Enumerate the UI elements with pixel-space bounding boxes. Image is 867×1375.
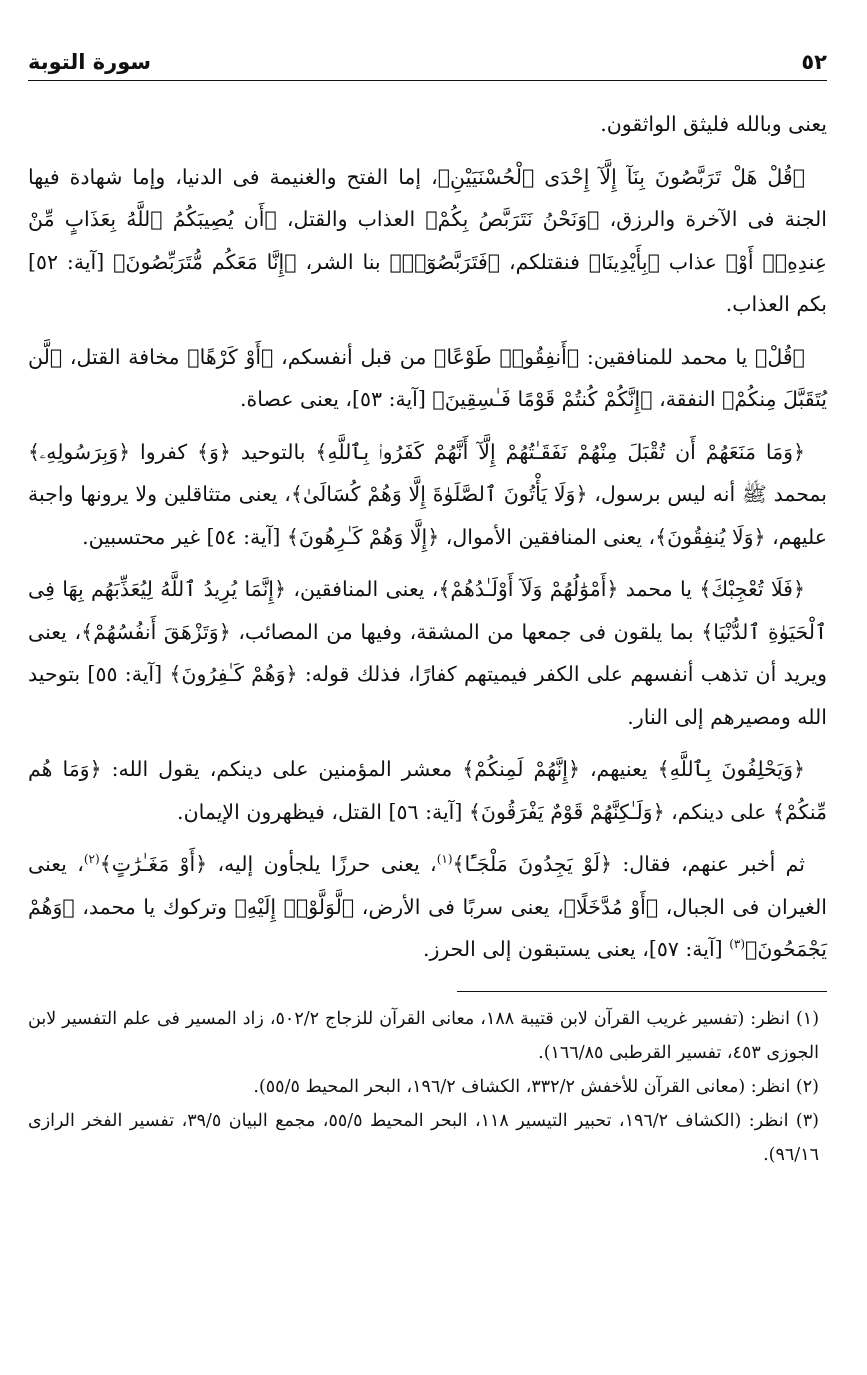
running-header [28,50,827,81]
paragraph: ﴿قُلْ﴾ يا محمد للمنافقين: ﴿أَنفِقُوا۟ طَوْعًا﴾ من قبل أنفسكم، ﴿أَوْ كَرْهًا﴾ مخافة القتل، ﴿لَّن يُتَقَبَّلَ مِنكُمْ﴾ النفقة، ﴿إِنَّكُمْ كُنتُمْ قَوْمًا فَـٰسِقِينَ﴾ [آية: ٥٣]، يعنى عصاة. [28,344,827,411]
footnote: (١) انظر: (تفسير غريب القرآن لابن قتيبة ١٨٨، معانى القرآن للزجاج ٥٠٢/٢، زاد المسير فى علم التفسير لابن الجوزى ٤٥٣، تفسير القرطبى ١٦٦/٨٥). [28,1008,820,1063]
paragraph-text: [آية: ٥٧]، يعنى يستبقون إلى الحرز. [422,937,730,961]
body-text [28,103,827,971]
paragraph: يعنى وبالله فليثق الواثقون. [600,112,827,136]
paragraph-text: ، يعنى حرزًا يلجأون إليه، ﴿أَوْ مَغَـٰرَٰتٍ﴾ [99,852,437,876]
surah-title: سورة التوبة [28,50,152,74]
footnote-divider [457,991,827,992]
footnote-ref: (١) [436,852,453,867]
footnotes [28,1002,827,1172]
footnote-ref: (٣) [729,937,746,952]
footnote: (٣) انظر: (الكشاف ١٩٦/٢، تحبير التيسير ١١٨، البحر المحيط ٥٥/٥، مجمع البيان ٣٩/٥، تفسير الفخر الرازى ٩٦/١٦). [28,1110,819,1165]
footnote: (٢) انظر: (معانى القرآن للأخفش ٣٣٢/٢، الكشاف ١٩٦/٢، البحر المحيط ٥٥/٥). [253,1076,819,1097]
paragraph: ﴿وَمَا مَنَعَهُمْ أَن تُقْبَلَ مِنْهُمْ نَفَقَـٰتُهُمْ إِلَّآ أَنَّهُمْ كَفَرُوا۟ بِٱللَّهِ﴾ بالتوحيد ﴿وَ﴾ كفروا ﴿وَبِرَسُولِهِۦ﴾ بمحمد ﷺ أنه ليس برسول، ﴿وَلَا يَأْتُونَ ٱلصَّلَوٰةَ إِلَّا وَهُمْ كُسَالَىٰ﴾، يعنى متثاقلين ولا يرونها واجبة عليهم، ﴿وَلَا يُنفِقُونَ﴾، يعنى المنافقين الأموال، ﴿إِلَّا وَهُمْ كَـٰرِهُونَ﴾ [آية: ٥٤] غير محتسبين. [28,439,827,549]
page-number: ٥٢ [801,50,827,74]
paragraph: ﴿وَيَحْلِفُونَ بِٱللَّهِ﴾ يعنيهم، ﴿إِنَّهُمْ لَمِنكُمْ﴾ معشر المؤمنين على دينكم، يقول الله: ﴿وَمَا هُم مِّنكُمْ﴾ على دينكم، ﴿وَلَـٰكِنَّهُمْ قَوْمٌ يَفْرَقُونَ﴾ [آية: ٥٦] القتل، فيظهرون الإيمان. [28,757,827,824]
paragraph-text: ثم أخبر عنهم، فقال: ﴿لَوْ يَجِدُونَ مَلْجَـًٔا﴾ [452,852,805,876]
paragraph [28,843,827,971]
footnote-ref: (٢) [83,852,100,867]
paragraph-text: ، يعنى الغيران فى الجبال، ﴿أَوْ مُدَّخَلًا﴾، يعنى سربًا فى الأرض، ﴿لَّوَلَّوْا۟ إِلَيْهِ﴾ وتركوك يا محمد، ﴿وَهُمْ يَجْمَحُونَ﴾ [28,852,827,961]
paragraph: ﴿فَلَا تُعْجِبْكَ﴾ يا محمد ﴿أَمْوَٰلُهُمْ وَلَآ أَوْلَـٰدُهُمْ﴾، يعنى المنافقين، ﴿إِنَّمَا يُرِيدُ ٱللَّهُ لِيُعَذِّبَهُم بِهَا فِى ٱلْحَيَوٰةِ ٱلدُّنْيَا﴾ بما يلقون فى جمعها من المشقة، وفيها من المصائب، ﴿وَتَزْهَقَ أَنفُسُهُمْ﴾، يعنى ويريد أن تذهب أنفسهم على الكفر فيميتهم كفارًا، فذلك قوله: ﴿وَهُمْ كَـٰفِرُونَ﴾ [آية: ٥٥] بتوحيد الله ومصيرهم إلى النار. [28,577,827,729]
paragraph: ﴿قُلْ هَلْ تَرَبَّصُونَ بِنَآ إِلَّآ إِحْدَى ٱلْحُسْنَيَيْنِ﴾، إما الفتح والغنيمة فى الدنيا، وإما شهادة فيها الجنة فى الآخرة والرزق، ﴿وَنَحْنُ نَتَرَبَّصُ بِكُمْ﴾ العذاب والقتل، ﴿أَن يُصِيبَكُمُ ٱللَّهُ بِعَذَابٍ مِّنْ عِندِهِۦٓ أَوْ﴾ عذاب ﴿بِأَيْدِينَا﴾ فنقتلكم، ﴿فَتَرَبَّصُوٓا۟﴾ بنا الشر، ﴿إِنَّا مَعَكُم مُّتَرَبِّصُونَ﴾ [آية: ٥٢] بكم العذاب. [28,164,827,316]
